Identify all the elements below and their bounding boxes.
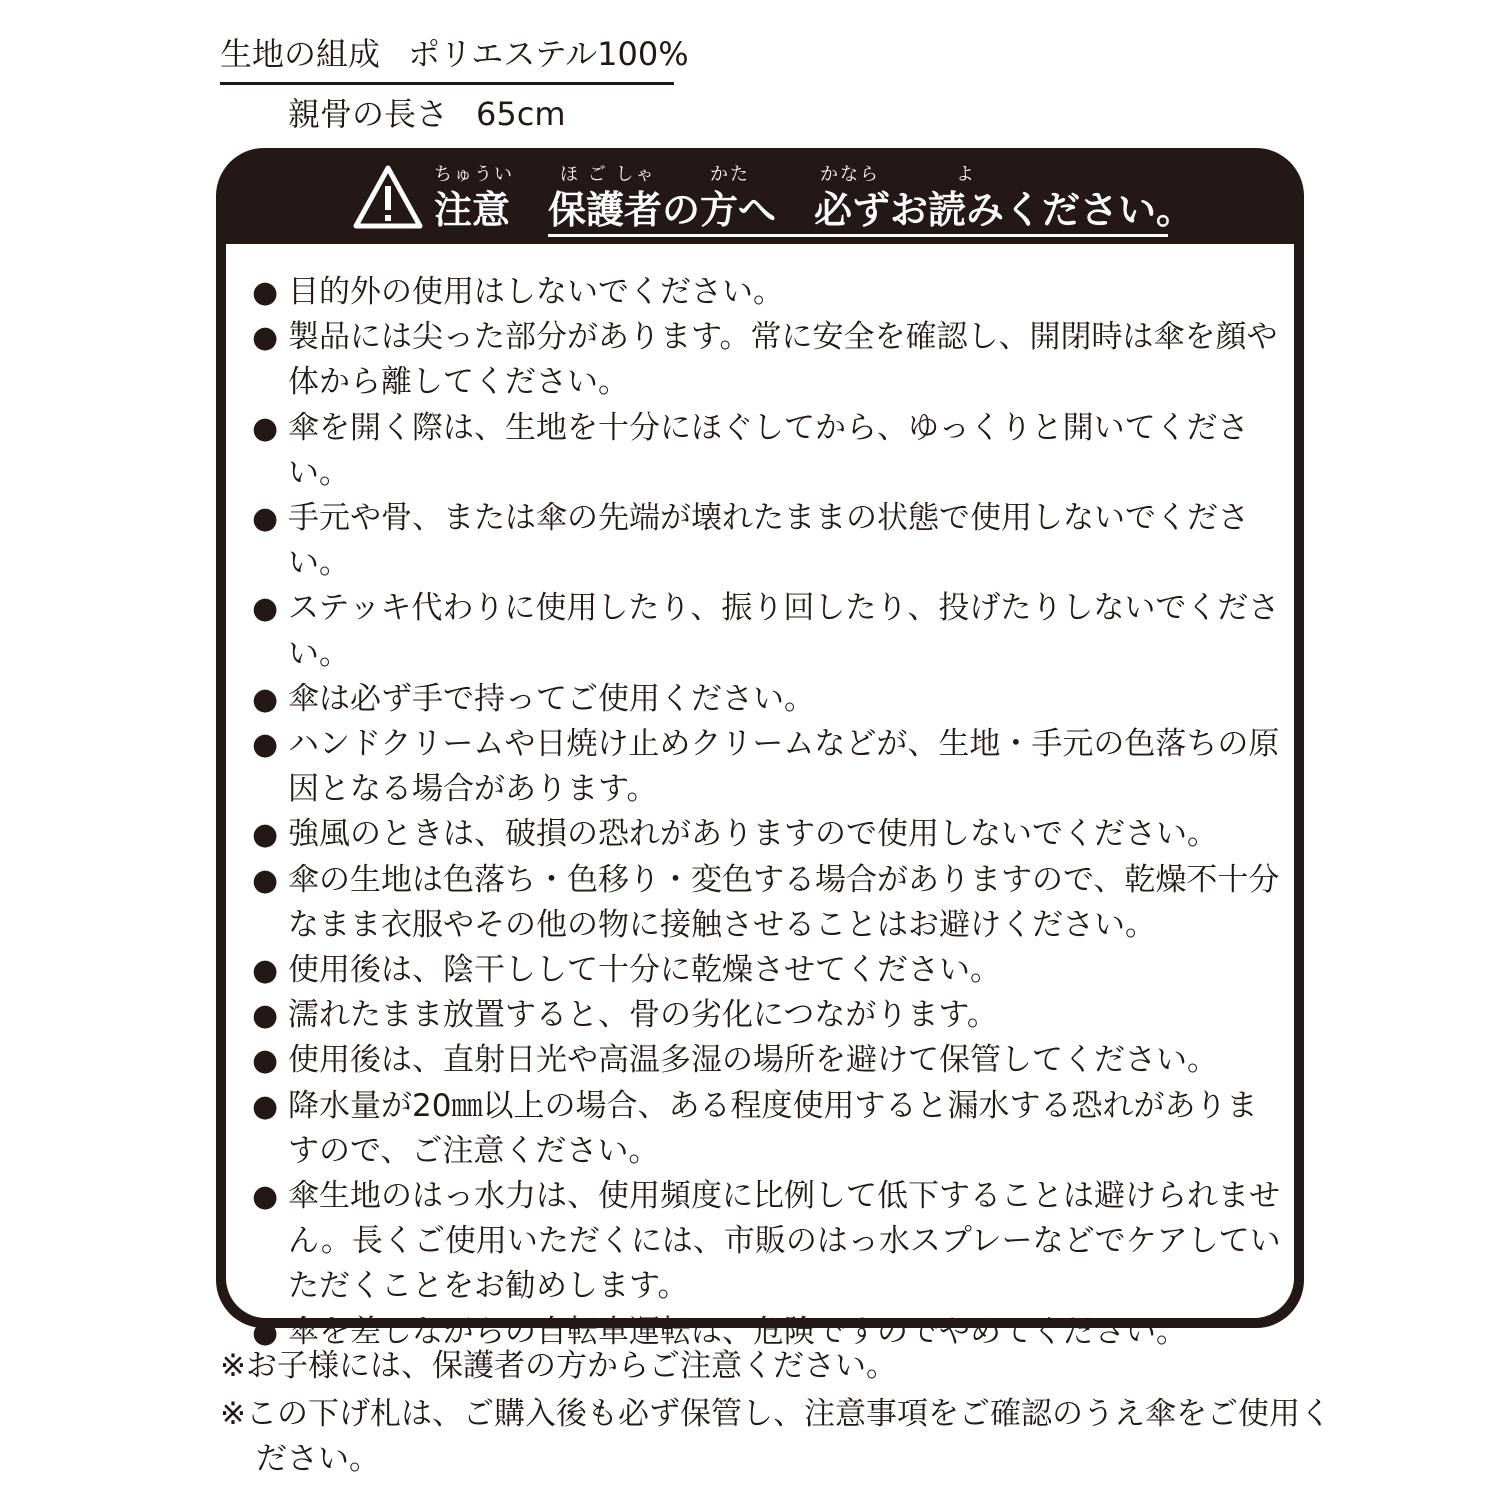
spec-divider [220, 82, 674, 85]
list-item: ● 目的外の使用はしないでください。 [254, 270, 1282, 315]
caution-header [216, 148, 1304, 244]
list-item: ● 傘を差しながらの自転車運転は、危険ですのでやめてください。 [254, 1310, 1282, 1355]
list-item: ● 傘を開く際は、生地を十分にほぐしてから、ゆっくりと開いてください。 [254, 406, 1282, 496]
list-item: ● 傘は必ず手で持ってご使用ください。 [254, 677, 1282, 722]
list-item: ● ステッキ代わりに使用したり、振り回したり、投げたりしないでください。 [254, 586, 1282, 676]
material-label: 生地の組成 [220, 35, 381, 73]
rib-length-value: 65cm [476, 95, 566, 133]
ruby-kanarazu: かなら [820, 164, 880, 185]
list-item: ● 強風のときは、破損の恐れがありますので使用しないでください。 [254, 812, 1282, 857]
list-item: ● 手元や骨、または傘の先端が壊れたままの状態で使用しないでください。 [254, 496, 1282, 586]
list-item: ● 傘の生地は色落ち・色移り・変色する場合がありますので、乾燥不十分なまま衣服やその他の物に接触させることはお避けください。 [254, 858, 1282, 948]
rib-length-spec [288, 94, 566, 134]
rib-length-label: 親骨の長さ [288, 95, 449, 133]
list-item: ● 使用後は、陰干しして十分に乾燥させてください。 [254, 948, 1282, 993]
list-item: ● 製品には尖った部分があります。常に安全を確認し、開閉時は傘を顔や体から離してください。 [254, 315, 1282, 405]
caution-header-text: 保護者の方へ 必ずお読みください。 [548, 188, 1195, 232]
ruby-yomi: よ [956, 164, 976, 185]
warning-triangle-icon [352, 164, 424, 230]
ruby-kata: かた [710, 164, 750, 185]
list-item: ● 濡れたまま放置すると、骨の劣化につながります。 [254, 993, 1282, 1038]
ruby-hogosha: ほ ご しゃ [560, 164, 656, 185]
ruby-chuui: ちゅうい [434, 164, 514, 185]
header-underline [548, 234, 1168, 237]
material-value: ポリエステル100% [408, 35, 689, 73]
list-item: ● 傘生地のはっ水力は、使用頻度に比例して低下することは避けられません。長くご使用いただくには、市販のはっ水スプレーなどでケアしていただくことをお勧めします。 [254, 1174, 1282, 1310]
caution-label: 注意 [434, 188, 511, 232]
caution-box [216, 148, 1304, 1350]
note-children: ※お子様には、保護者の方からご注意ください。 [220, 1348, 897, 1384]
caution-list [254, 270, 1282, 1355]
material-spec [220, 34, 689, 74]
list-item: ● 降水量が20㎜以上の場合、ある程度使用すると漏水する恐れがありますので、ご注意ください。 [254, 1084, 1282, 1174]
caution-body [226, 244, 1294, 1350]
note-keep-tag: ※この下げ札は、ご購入後も必ず保管し、注意事項をご確認のうえ傘をご使用ください。 [220, 1396, 1331, 1477]
list-item: ● ハンドクリームや日焼け止めクリームなどが、生地・手元の色落ちの原因となる場合があります。 [254, 722, 1282, 812]
list-item: ● 使用後は、直射日光や高温多湿の場所を避けて保管してください。 [254, 1038, 1282, 1083]
